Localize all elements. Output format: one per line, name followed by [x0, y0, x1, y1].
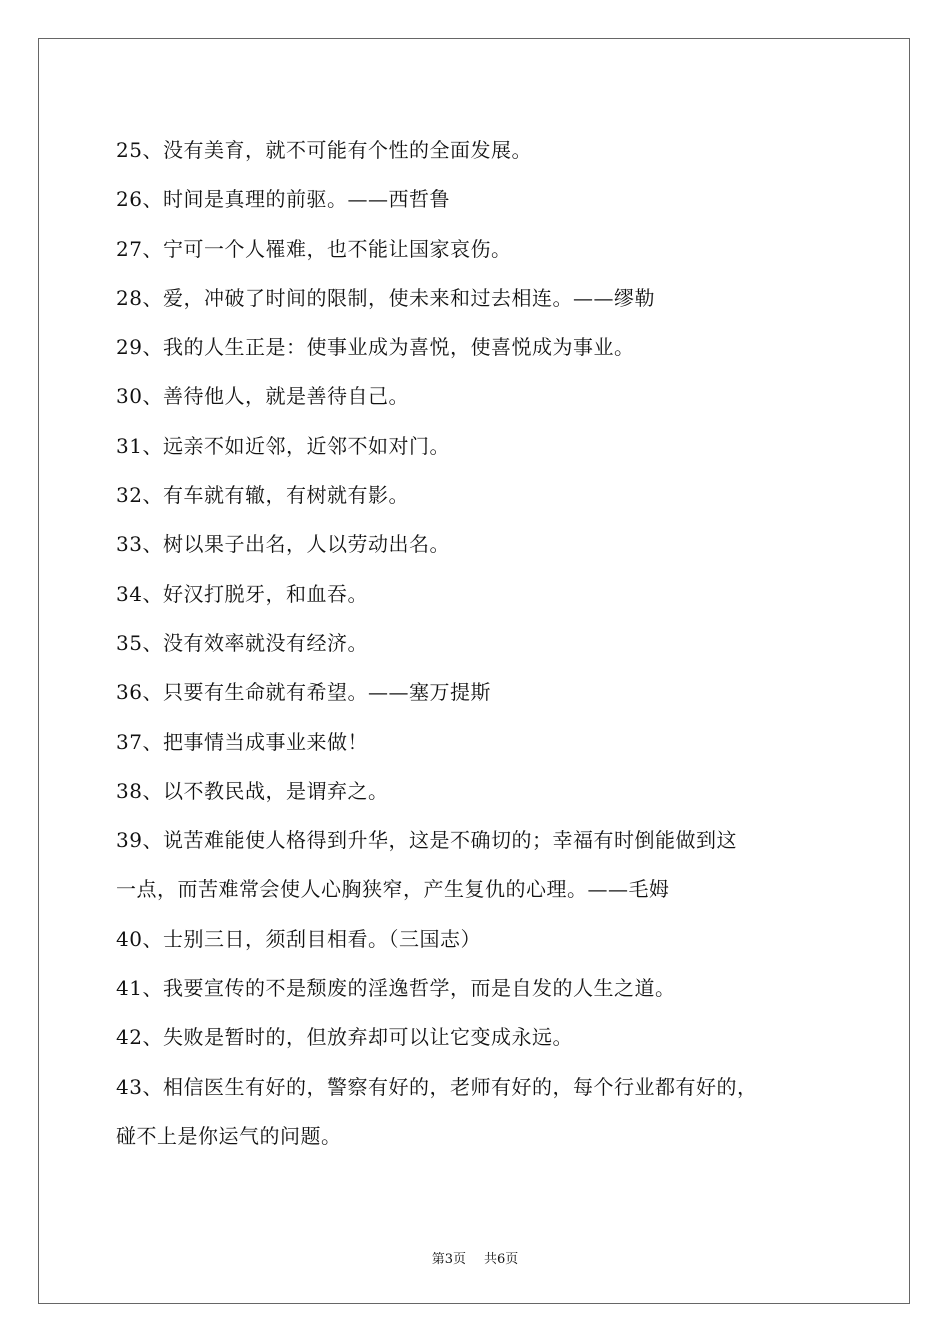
text-line: 37、把事情当成事业来做！ [116, 729, 368, 754]
text-line: 32、有车就有辙，有树就有影。 [116, 483, 409, 508]
text-line: 36、只要有生命就有希望。——塞万提斯 [116, 680, 491, 705]
text-line: 29、我的人生正是：使事业成为喜悦，使喜悦成为事业。 [116, 335, 635, 360]
text-line: 31、远亲不如近邻，近邻不如对门。 [116, 433, 450, 458]
text-line: 39、说苦难能使人格得到升华，这是不确切的；幸福有时倒能做到这 [116, 828, 737, 853]
text-line: 35、没有效率就没有经济。 [116, 630, 368, 655]
text-line: 27、宁可一个人罹难，也不能让国家哀伤。 [116, 236, 512, 261]
text-line: 30、善待他人，就是善待自己。 [116, 384, 409, 409]
page-number-total: 共6页 [484, 1252, 519, 1267]
text-line: 43、相信医生有好的，警察有好的，老师有好的，每个行业都有好的， [116, 1074, 758, 1099]
document-body [116, 126, 856, 1161]
text-line: 33、树以果子出名，人以劳动出名。 [116, 532, 450, 557]
page-footer [0, 1248, 950, 1267]
text-line: 34、好汉打脱牙，和血吞。 [116, 581, 368, 606]
page-number-current: 第3页 [431, 1252, 466, 1267]
text-line: 41、我要宣传的不是颓废的淫逸哲学，而是自发的人生之道。 [116, 976, 676, 1001]
text-line: 38、以不教民战，是谓弃之。 [116, 778, 389, 803]
text-line: 一点，而苦难常会使人心胸狭窄，产生复仇的心理。——毛姆 [116, 877, 670, 902]
text-line: 40、士别三日，须刮目相看。（三国志） [116, 926, 481, 951]
text-line: 42、失败是暂时的，但放弃却可以让它变成永远。 [116, 1025, 573, 1050]
text-line: 碰不上是你运气的问题。 [116, 1123, 342, 1148]
text-line: 26、时间是真理的前驱。——西哲鲁 [116, 187, 450, 212]
text-line: 28、爱，冲破了时间的限制，使未来和过去相连。——缪勒 [116, 285, 655, 310]
text-line: 25、没有美育，就不可能有个性的全面发展。 [116, 138, 532, 162]
